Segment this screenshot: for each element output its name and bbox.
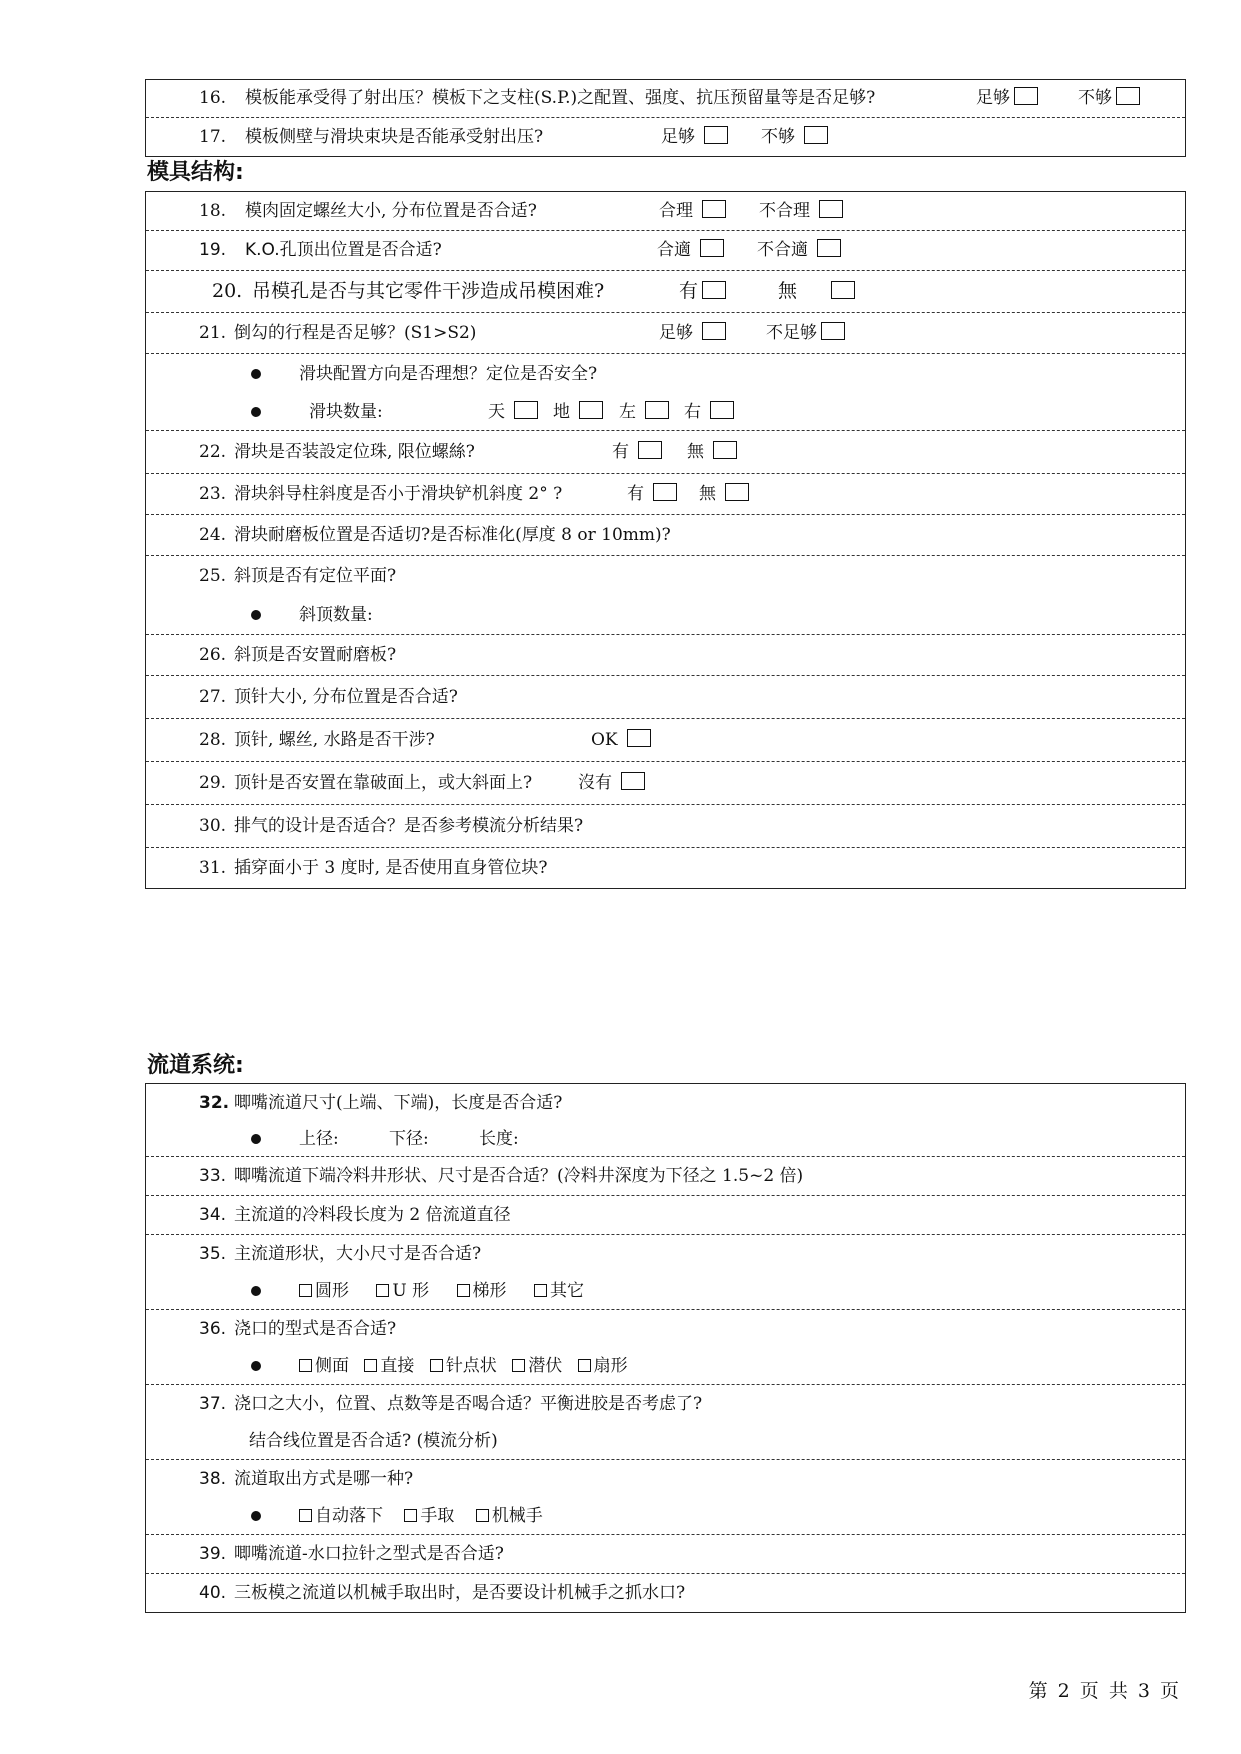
item-number: 20.	[212, 280, 243, 302]
checkbox[interactable]	[702, 200, 726, 218]
item-number: 25.	[199, 566, 227, 586]
item-40	[146, 1574, 1185, 1612]
bullet-icon	[251, 1286, 261, 1296]
item-34	[146, 1196, 1185, 1235]
checkbox[interactable]	[702, 322, 726, 340]
checkbox[interactable]	[1116, 87, 1140, 105]
option-insufficient[interactable]: 不够	[1078, 80, 1140, 117]
item-number: 34.	[199, 1205, 227, 1225]
option-auto-drop[interactable]: 自动落下	[299, 1506, 383, 1526]
item-number: 30.	[199, 816, 227, 836]
item-text: 模板能承受得了射出压？模板下之支柱(S.P.)之配置、强度、抗压预留量等是否足够?	[245, 88, 876, 108]
item-number: 24.	[199, 525, 227, 545]
option-robot[interactable]: 机械手	[476, 1506, 543, 1526]
item-16	[146, 80, 1185, 118]
option-bottom[interactable]: 地	[553, 394, 603, 430]
option-none[interactable]: 沒有	[578, 762, 645, 804]
top-checklist-box	[145, 79, 1186, 157]
option-unreasonable[interactable]: 不合理	[759, 192, 843, 230]
checkbox[interactable]	[817, 239, 841, 257]
item-number: 23.	[199, 484, 227, 504]
item-number: 37.	[199, 1394, 227, 1414]
option-pinpoint[interactable]: 针点状	[430, 1356, 497, 1376]
option-reasonable[interactable]: 合理	[659, 192, 726, 230]
item-text: 顶针大小, 分布位置是否合适?	[234, 687, 458, 707]
bullet-icon	[251, 369, 261, 379]
item-text: K.O.孔顶出位置是否合适?	[245, 240, 442, 260]
option-other[interactable]: 其它	[534, 1281, 584, 1301]
option-insufficient[interactable]: 不足够	[766, 313, 845, 353]
item-31	[146, 848, 1185, 888]
checkbox[interactable]	[514, 401, 538, 419]
option-right[interactable]: 右	[684, 394, 734, 430]
item-21-bullets	[146, 354, 1185, 431]
item-text: 滑块是否装設定位珠, 限位螺絲?	[234, 442, 475, 462]
item-text: 斜顶是否有定位平面?	[234, 566, 397, 586]
option-top[interactable]: 天	[488, 394, 538, 430]
bullet-icon	[251, 407, 261, 417]
item-number: 40.	[199, 1583, 227, 1603]
checkbox[interactable]	[578, 1359, 591, 1372]
mold-structure-box	[145, 191, 1186, 889]
bullet-icon	[251, 1361, 261, 1371]
bullet-options	[299, 1273, 606, 1309]
checkbox[interactable]	[819, 200, 843, 218]
item-25	[146, 556, 1185, 635]
option-left[interactable]: 左	[619, 394, 669, 430]
length-label: 长度:	[479, 1129, 519, 1149]
checkbox[interactable]	[299, 1359, 312, 1372]
option-submarine[interactable]: 潜伏	[512, 1356, 562, 1376]
checkbox[interactable]	[702, 281, 726, 299]
item-number: 36.	[199, 1319, 227, 1339]
checkbox[interactable]	[299, 1509, 312, 1522]
item-36	[146, 1310, 1185, 1385]
item-number: 18.	[199, 201, 227, 221]
item-38	[146, 1460, 1185, 1535]
item-number: 26.	[199, 645, 227, 665]
item-22	[146, 431, 1185, 474]
section-heading-mold-structure: 模具结构:	[147, 160, 244, 185]
item-27	[146, 676, 1185, 719]
checkbox[interactable]	[430, 1359, 443, 1372]
option-yes[interactable]: 有	[612, 431, 662, 473]
page-number: 第 2 页 共 3 页	[1028, 1680, 1181, 1702]
bullet-icon	[251, 610, 261, 620]
item-text: 滑块耐磨板位置是否适切?是否标准化(厚度 8 or 10mm)?	[234, 525, 671, 545]
checkbox[interactable]	[364, 1359, 377, 1372]
checkbox[interactable]	[376, 1284, 389, 1297]
item-text: 顶针是否安置在靠破面上，或大斜面上?	[234, 773, 533, 793]
option-suitable[interactable]: 合適	[657, 231, 724, 270]
item-number: 29.	[199, 773, 227, 793]
bullet-options	[299, 1348, 638, 1384]
checkbox[interactable]	[804, 126, 828, 144]
item-18	[146, 192, 1185, 231]
option-round[interactable]: 圆形	[299, 1281, 349, 1301]
checkbox[interactable]	[653, 483, 677, 501]
option-fan[interactable]: 扇形	[578, 1356, 628, 1376]
item-text-continued: 结合线位置是否合适? (模流分析)	[249, 1431, 498, 1451]
item-number: 27.	[199, 687, 227, 707]
option-yes[interactable]: 有	[679, 271, 726, 312]
checkbox[interactable]	[627, 729, 651, 747]
item-26	[146, 635, 1185, 676]
option-yes[interactable]: 有	[627, 474, 677, 514]
option-manual[interactable]: 手取	[404, 1506, 454, 1526]
item-17	[146, 118, 1185, 156]
item-39	[146, 1535, 1185, 1574]
item-text: 吊模孔是否与其它零件干涉造成吊模困难?	[252, 280, 605, 302]
option-ok[interactable]: OK	[591, 719, 651, 761]
item-number: 22.	[199, 442, 227, 462]
checkbox[interactable]	[700, 239, 724, 257]
item-text: 三板模之流道以机械手取出时，是否要设计机械手之抓水口?	[234, 1583, 686, 1603]
option-trapezoid[interactable]: 梯形	[457, 1281, 507, 1301]
item-text: 顶针, 螺丝, 水路是否干涉?	[234, 730, 435, 750]
checkbox[interactable]	[704, 126, 728, 144]
item-21	[146, 313, 1185, 354]
checkbox[interactable]	[638, 441, 662, 459]
option-no[interactable]: 無	[687, 431, 737, 473]
checkbox[interactable]	[579, 401, 603, 419]
runner-system-box	[145, 1083, 1186, 1613]
section-heading-runner-system: 流道系统:	[147, 1053, 244, 1078]
checkbox[interactable]	[457, 1284, 470, 1297]
item-28	[146, 719, 1185, 762]
item-number: 33.	[199, 1166, 227, 1186]
item-number: 38.	[199, 1469, 227, 1489]
item-text: 模板侧壁与滑块束块是否能承受射出压?	[245, 127, 544, 147]
bullet-icon	[251, 1511, 261, 1521]
option-sufficient[interactable]: 足够	[976, 80, 1038, 117]
option-no[interactable]: 無	[778, 271, 855, 312]
item-19	[146, 231, 1185, 271]
item-32	[146, 1084, 1185, 1157]
item-text: 唧嘴流道尺寸(上端、下端)，长度是否合适?	[234, 1093, 563, 1113]
option-sufficient[interactable]: 足够	[661, 118, 728, 156]
lower-diameter-label: 下径:	[389, 1129, 429, 1149]
item-number: 32.	[199, 1093, 230, 1113]
item-20	[146, 271, 1185, 313]
item-text: 斜顶是否安置耐磨板?	[234, 645, 397, 665]
item-text: 浇口的型式是否合适?	[234, 1319, 397, 1339]
item-number: 39.	[199, 1544, 227, 1564]
item-35	[146, 1235, 1185, 1310]
checkbox[interactable]	[710, 401, 734, 419]
item-24	[146, 515, 1185, 556]
item-number: 21.	[199, 323, 227, 343]
item-text: 模肉固定螺丝大小, 分布位置是否合适?	[245, 201, 537, 221]
item-text: 主流道形状，大小尺寸是否合适?	[234, 1244, 482, 1264]
checkbox[interactable]	[713, 441, 737, 459]
option-insufficient[interactable]: 不够	[761, 118, 828, 156]
item-number: 16.	[199, 88, 227, 108]
item-number: 35.	[199, 1244, 227, 1264]
upper-diameter-label: 上径:	[299, 1129, 339, 1149]
option-direct[interactable]: 直接	[364, 1356, 414, 1376]
checkbox[interactable]	[476, 1509, 489, 1522]
item-23	[146, 474, 1185, 515]
item-30	[146, 805, 1185, 848]
item-text: 唧嘴流道-水口拉针之型式是否合适?	[234, 1544, 504, 1564]
checkbox[interactable]	[299, 1284, 312, 1297]
checkbox[interactable]	[821, 322, 845, 340]
option-no[interactable]: 無	[699, 474, 749, 514]
item-text: 滑块斜导柱斜度是否小于滑块铲机斜度 2° ?	[234, 484, 563, 504]
checkbox[interactable]	[534, 1284, 547, 1297]
item-text: 唧嘴流道下端冷料井形状、尺寸是否合适？(冷料井深度为下径之 1.5~2 倍)	[234, 1166, 804, 1186]
option-side[interactable]: 侧面	[299, 1356, 349, 1376]
item-text: 插穿面小于 3 度时, 是否使用直身管位块?	[234, 858, 548, 878]
bullet-text: 斜顶数量:	[299, 605, 373, 625]
checkbox[interactable]	[621, 772, 645, 790]
bullet-icon	[251, 1134, 261, 1144]
item-number: 28.	[199, 730, 227, 750]
item-29	[146, 762, 1185, 805]
checkbox[interactable]	[831, 281, 855, 299]
bullet-options	[299, 1498, 559, 1534]
checkbox[interactable]	[645, 401, 669, 419]
item-number: 17.	[199, 127, 227, 147]
option-unsuitable[interactable]: 不合適	[757, 231, 841, 270]
item-text: 排气的设计是否适合？是否参考模流分析结果?	[234, 816, 584, 836]
item-number: 19.	[199, 240, 227, 260]
item-text: 浇口之大小，位置、点数等是否喝合适？平衡进胶是否考虑了?	[234, 1394, 703, 1414]
item-text: 流道取出方式是哪一种?	[234, 1469, 414, 1489]
checkbox[interactable]	[1014, 87, 1038, 105]
option-u-shape[interactable]: U 形	[376, 1281, 429, 1301]
bullet-text: 滑块数量:	[309, 402, 383, 422]
item-37	[146, 1385, 1185, 1460]
option-sufficient[interactable]: 足够	[659, 313, 726, 353]
item-text: 倒勾的行程是否足够？(S1>S2)	[234, 323, 477, 343]
checkbox[interactable]	[404, 1509, 417, 1522]
checkbox[interactable]	[512, 1359, 525, 1372]
item-33	[146, 1157, 1185, 1196]
item-text: 主流道的冷料段长度为 2 倍流道直径	[234, 1205, 511, 1225]
bullet-text: 滑块配置方向是否理想？定位是否安全?	[299, 364, 598, 384]
item-number: 31.	[199, 858, 227, 878]
checkbox[interactable]	[725, 483, 749, 501]
